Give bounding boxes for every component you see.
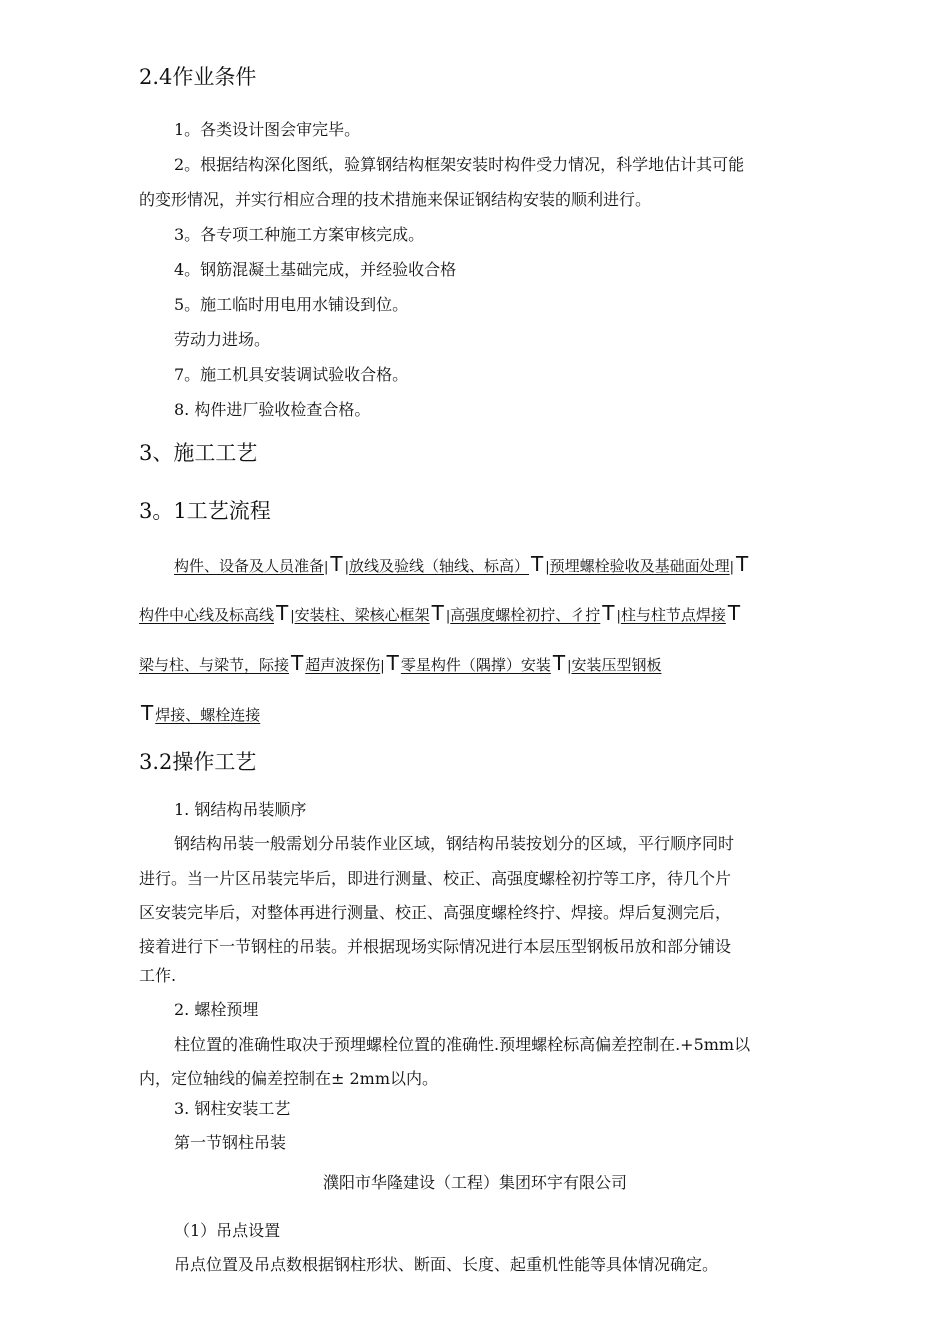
flow-divider: | [567, 659, 572, 674]
flow-step: 高强度螺栓初拧、彳拧 [450, 606, 601, 624]
flow-step: 放线及验线（轴线、标高） [349, 557, 530, 575]
flow-arrow-icon: T [291, 651, 304, 675]
condition-item-3: 3。各专项工种施工方案审核完成。 [174, 225, 425, 244]
flow-step: 梁与柱、与梁节，际接 [139, 656, 290, 674]
heading-2-4: 2.4作业条件 [139, 65, 257, 89]
flow-step: 柱与柱节点焊接 [620, 606, 726, 624]
flow-step: 构件、设备及人员准备 [174, 557, 325, 575]
flow-step: 超声波探伤 [305, 656, 381, 674]
paragraph-line: 进行。当一片区吊装完毕后，即进行测量、校正、高强度螺栓初拧等工序，待几个片 [139, 869, 732, 888]
flow-step: 构件中心线及标高线 [139, 606, 275, 624]
flow-arrow-icon: T [531, 552, 544, 576]
subheading-bolt-embedding: 2. 螺栓预埋 [174, 1000, 259, 1019]
subheading-lifting-order: 1. 钢结构吊装顺序 [174, 800, 307, 819]
paragraph-line: 钢结构吊装一般需划分吊装作业区域，钢结构吊装按划分的区域，平行顺序同时 [174, 834, 735, 853]
paragraph-line: 第一节钢柱吊装 [174, 1133, 287, 1152]
condition-item-4: 4。钢筋混凝土基础完成，并经验收合格 [174, 260, 457, 279]
flow-step: 零星构件（隅撑）安装 [400, 656, 551, 674]
flow-arrow-icon: T [431, 601, 444, 625]
paragraph-line: 吊点位置及吊点数根据钢柱形状、断面、长度、起重机性能等具体情况确定。 [174, 1255, 719, 1274]
flow-divider: | [616, 609, 621, 624]
paragraph-line: 区安装完毕后，对整体再进行测量、校正、高强度螺栓终拧、焊接。焊后复测完后， [139, 903, 732, 922]
flow-divider: | [344, 560, 350, 575]
flow-arrow-icon: T [276, 601, 289, 625]
flow-arrow-icon: T [141, 701, 154, 725]
paragraph-line: 柱位置的准确性取决于预埋螺栓位置的准确性.预埋螺栓标高偏差控制在.+5mm以 [174, 1035, 751, 1054]
flow-divider: | [380, 659, 385, 674]
flow-line-4 [139, 702, 829, 726]
condition-item-1: 1。各类设计图会审完毕。 [174, 120, 361, 139]
flow-divider: | [545, 560, 550, 575]
flow-divider: | [729, 560, 735, 575]
paragraph-line: 内，定位轴线的偏差控制在± 2mm以内。 [139, 1069, 439, 1088]
flow-arrow-icon: T [602, 601, 615, 625]
condition-item-2: 2。根据结构深化图纸，验算钢结构框架安装时构件受力情况，科学地估计其可能 [174, 155, 745, 174]
condition-item-8: 8. 构件进厂验收检查合格。 [174, 400, 371, 419]
heading-3: 3、施工工艺 [139, 441, 258, 465]
condition-item-2-cont: 的变形情况，并实行相应合理的技术措施来保证钢结构安装的顺利进行。 [139, 190, 652, 209]
condition-item-6: 劳动力进场。 [174, 330, 271, 349]
flow-line-1 [174, 553, 864, 579]
paragraph-line: 接着进行下一节钢柱的吊装。并根据现场实际情况进行本层压型钢板吊放和部分铺设 [139, 937, 732, 956]
subheading-column-installation: 3. 钢柱安装工艺 [174, 1099, 291, 1118]
heading-3-2: 3.2操作工艺 [139, 750, 257, 774]
flow-divider: | [445, 609, 451, 624]
flow-line-3 [139, 652, 829, 678]
flow-step: 安装压型钢板 [571, 656, 662, 674]
flow-step: 安装柱、梁核心框架 [294, 606, 430, 624]
flow-arrow-icon: T [727, 601, 741, 625]
flow-step: 预埋螺栓验收及基础面处理 [549, 557, 730, 575]
condition-item-7: 7。施工机具安装调试验收合格。 [174, 365, 409, 384]
flow-arrow-icon: T [736, 552, 749, 576]
flow-arrow-icon: T [330, 552, 343, 576]
heading-3-1: 3。1工艺流程 [139, 499, 271, 523]
flow-arrow-icon: T [552, 651, 566, 675]
company-footer: 濮阳市华隆建设（工程）集团环宇有限公司 [322, 1173, 627, 1192]
flow-line-2 [139, 602, 829, 628]
flow-step: 焊接、螺栓连接 [155, 706, 261, 724]
flow-divider: | [290, 609, 295, 624]
flow-arrow-icon: T [386, 651, 399, 675]
condition-item-5: 5。施工临时用电用水铺设到位。 [174, 295, 409, 314]
subheading-lifting-point: （1）吊点设置 [174, 1221, 281, 1240]
flow-divider: | [324, 560, 329, 575]
paragraph-line: 工作. [139, 966, 177, 985]
